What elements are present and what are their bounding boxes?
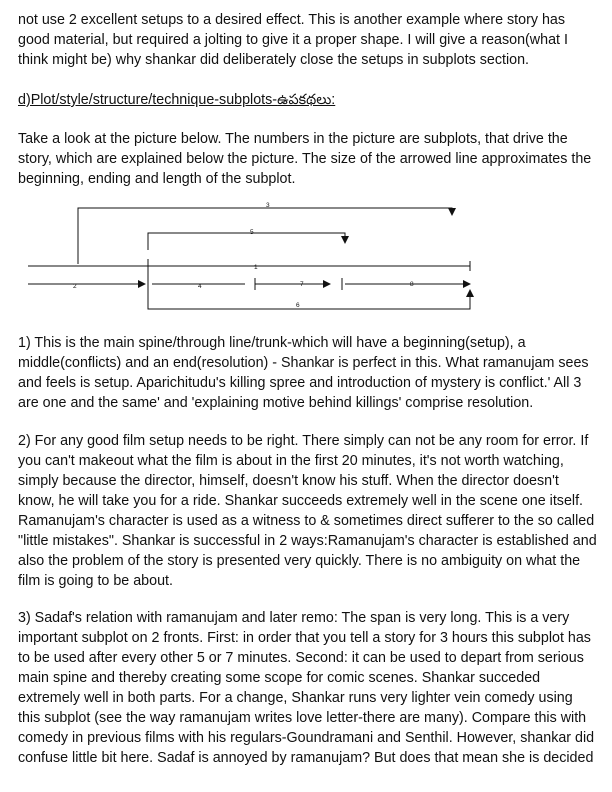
text-line: Take a look at the picture below. The numbers in the picture are subplots, that drive the — [18, 131, 568, 147]
diagram-label-2: 2 — [73, 283, 77, 290]
text-line: also the problem of the story is presented very quickly. There is no ambiguity on what the — [18, 553, 581, 569]
text-line: and feels is setup. Aparichitudu's killing spree and introduction of mystery is conflict.' All 3 — [18, 375, 582, 391]
text-line: know, he will take you for a ride. Shankar succeeds extremely well in the scene one itself. — [18, 493, 584, 509]
section-heading — [18, 90, 598, 110]
section-heading-text: d)Plot/style/structure/technique-subplots- — [18, 92, 278, 108]
text-line: comedy in previous films with his regulars-Goundramani and Senthil. However, shankar did — [18, 730, 595, 746]
text-line: are one and the same' and 'explaining motive behind killings' comprise resolution. — [18, 395, 534, 411]
diagram-label-6: 6 — [296, 302, 300, 309]
subplot-3-line — [78, 208, 452, 264]
text-line: important subplot on 2 fronts. First: in order that you tell a story for 3 hours this subplot has — [18, 630, 591, 646]
point-2-paragraph — [18, 431, 598, 591]
intro-paragraph — [18, 10, 598, 70]
diagram-label-4: 4 — [198, 283, 202, 290]
text-line: Ramanujam's character is used as a witness to & sometimes direct sufferer to the so called — [18, 513, 595, 529]
point-3-paragraph — [18, 608, 598, 768]
text-line: think might be) why shankar did deliberately close the setups in subplots section. — [18, 52, 529, 68]
text-line: middle(conflicts) and an end(resolution) - Shankar is perfect in this. What ramanujam sees — [18, 355, 589, 371]
point-1-paragraph — [18, 333, 598, 413]
subplot-5-line — [148, 233, 345, 250]
section-heading-telugu: ఉపకథలు: — [277, 92, 336, 108]
text-line: story, which are explained below the picture. The size of the arrowed line approximates the — [18, 151, 592, 167]
text-line: simply because the director, himself, doesn't know his stuff. When the director doesn't — [18, 473, 559, 489]
text-line: 3) Sadaf's relation with ramanujam and later remo: The span is very long. This is a very — [18, 610, 570, 626]
text-line: beginning, ending and length of the subplot. — [18, 171, 296, 187]
text-line: to be used after every other 5 or 7 minutes. Second: it can be used to depart from serious — [18, 650, 584, 666]
subplot-diagram — [0, 195, 612, 320]
text-line: film is going to be about. — [18, 573, 173, 589]
text-line: 1) This is the main spine/through line/trunk-which will have a beginning(setup), a — [18, 335, 526, 351]
text-line: good material, but required a jolting to give it a proper shape. I will give a reason(what I — [18, 32, 568, 48]
text-line: not use 2 excellent setups to a desired effect. This is another example where story has — [18, 12, 566, 28]
text-line: "little mistakes". Shankar is successful in 2 ways:Ramanujam's character is established and — [18, 533, 597, 549]
diagram-intro-paragraph — [18, 129, 598, 189]
text-line: main spine and thereby creating some scope for comic scenes. Shankar succeded — [18, 670, 541, 686]
text-line: 2) For any good film setup needs to be right. There simply can not be any room for error. If — [18, 433, 589, 449]
text-line: extremely well in both parts. For a change, Shankar runs very lighter vein comedy using — [18, 690, 573, 706]
diagram-label-5: 5 — [250, 229, 254, 236]
text-line: confuse little bit here. Sadaf is annoyed by ramanujam? But does that mean she is decided — [18, 750, 594, 766]
diagram-label-8: 8 — [410, 281, 414, 288]
diagram-label-3: 3 — [266, 202, 270, 209]
diagram-label-7: 7 — [300, 281, 304, 288]
diagram-label-1: 1 — [254, 264, 258, 271]
text-line: you can't makeout what the film is about in the first 20 minutes, it's not worth watching, — [18, 453, 564, 469]
text-line: this subplot (see the way ramanujam writes love letter-there are many). Compare this with — [18, 710, 587, 726]
